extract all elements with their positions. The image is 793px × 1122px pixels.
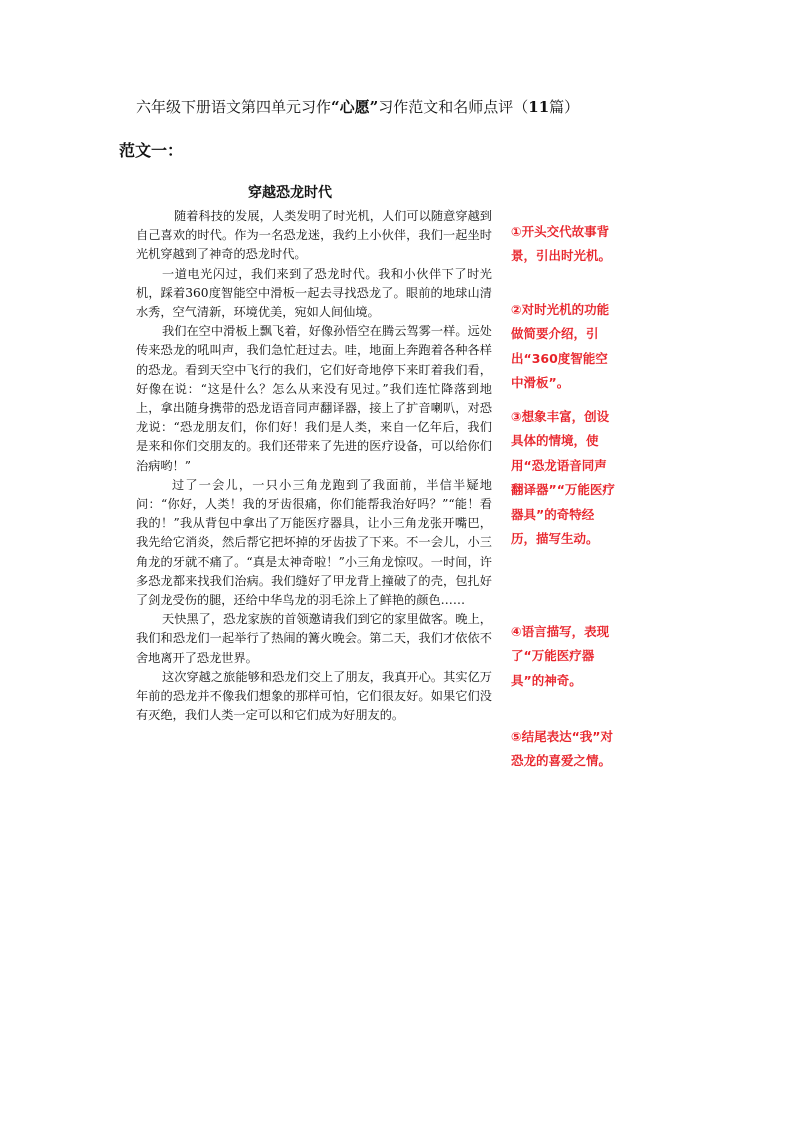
annotation-3: ③想象丰富，创设具体的情境，使用“恐龙语音同声翻译器”“万能医疗器具”的奇特经历，描写生动。 <box>511 409 615 547</box>
title-suffix: 篇） <box>549 98 580 116</box>
document-title <box>136 97 656 117</box>
title-keyword: “心愿” <box>331 98 379 116</box>
essay-paragraph: 一道电光闪过，我们来到了恐龙时代。我和小伙伴下了时光机，踩着360度智能空中滑板一起去寻找恐龙了。眼前的地球山清水秀，空气清新，环境优美，宛如人间仙境。 <box>136 266 492 320</box>
annotation-4: ④语言描写，表现了“万能医疗器具”的神奇。 <box>511 624 610 688</box>
essay-paragraph: 随着科技的发展，人类发明了时光机，人们可以随意穿越到自己喜欢的时代。作为一名恐龙迷，我约上小伙伴，我们一起坐时光机穿越到了神奇的恐龙时代。 <box>136 209 492 262</box>
section-label: 范文一： <box>119 141 184 160</box>
annotation-2: ②对时光机的功能做简要介绍，引出“360度智能空中滑板”。 <box>511 302 610 391</box>
title-middle: 习作范文和名师点评（ <box>378 98 529 116</box>
essay-paragraph: 这次穿越之旅能够和恐龙们交上了朋友，我真开心。其实亿万年前的恐龙并不像我们想象的那样可怕，它们很友好。如果它们没有灭绝，我们人类一定可以和它们成为好朋友的。 <box>136 669 492 723</box>
title-count: 11 <box>528 98 550 116</box>
title-prefix: 六年级下册语文第四单元习作 <box>136 98 332 116</box>
annotation-5: ⑤结尾表达“我”对恐龙的喜爱之情。 <box>511 729 614 769</box>
essay-paragraph: 过了一会儿，一只小三角龙跑到了我面前，半信半疑地问：“你好，人类！我的牙齿很痛，你们能帮我治好吗？”“能！看我的！”我从背包中拿出了万能医疗器具，让小三角龙张开嘴巴，我先给它消炎，然后帮它把坏掉的牙齿拔了下来。不一会儿，小三角龙的牙就不痛了。“真是太神奇啦！”小三角龙惊叹。一时间，许多恐龙都来找我们治病。我们缝好了甲龙背上撞破了的壳，包扎好了剑龙受伤的腿，还给中华鸟龙的羽毛涂上了鲜艳的颜色…… <box>136 477 492 608</box>
essay-paragraph: 我们在空中滑板上飘飞着，好像孙悟空在腾云驾雾一样。远处传来恐龙的吼叫声，我们急忙赶过去。哇，地面上奔跑着各种各样的恐龙。看到天空中飞行的我们，它们好奇地停下来盯着我们看，好像在说：“这是什么？怎么从来没有见过。”我们连忙降落到地上，拿出随身携带的恐龙语音同声翻译器，接上了扩音喇叭，对恐龙说：“恐龙朋友们，你们好！我们是人类，来自一亿年后，我们是来和你们交朋友的。我们还带来了先进的医疗设备，可以给你们治病哟！” <box>136 324 492 473</box>
essay-paragraph: 天快黑了，恐龙家族的首领邀请我们到它的家里做客。晚上，我们和恐龙们一起举行了热闹的篝火晚会。第二天，我们才依依不舍地离开了恐龙世界。 <box>136 612 492 665</box>
essay-title: 穿越恐龙时代 <box>248 185 332 201</box>
annotation-1: ①开头交代故事背景，引出时光机。 <box>511 224 612 264</box>
essay-body <box>136 207 492 725</box>
